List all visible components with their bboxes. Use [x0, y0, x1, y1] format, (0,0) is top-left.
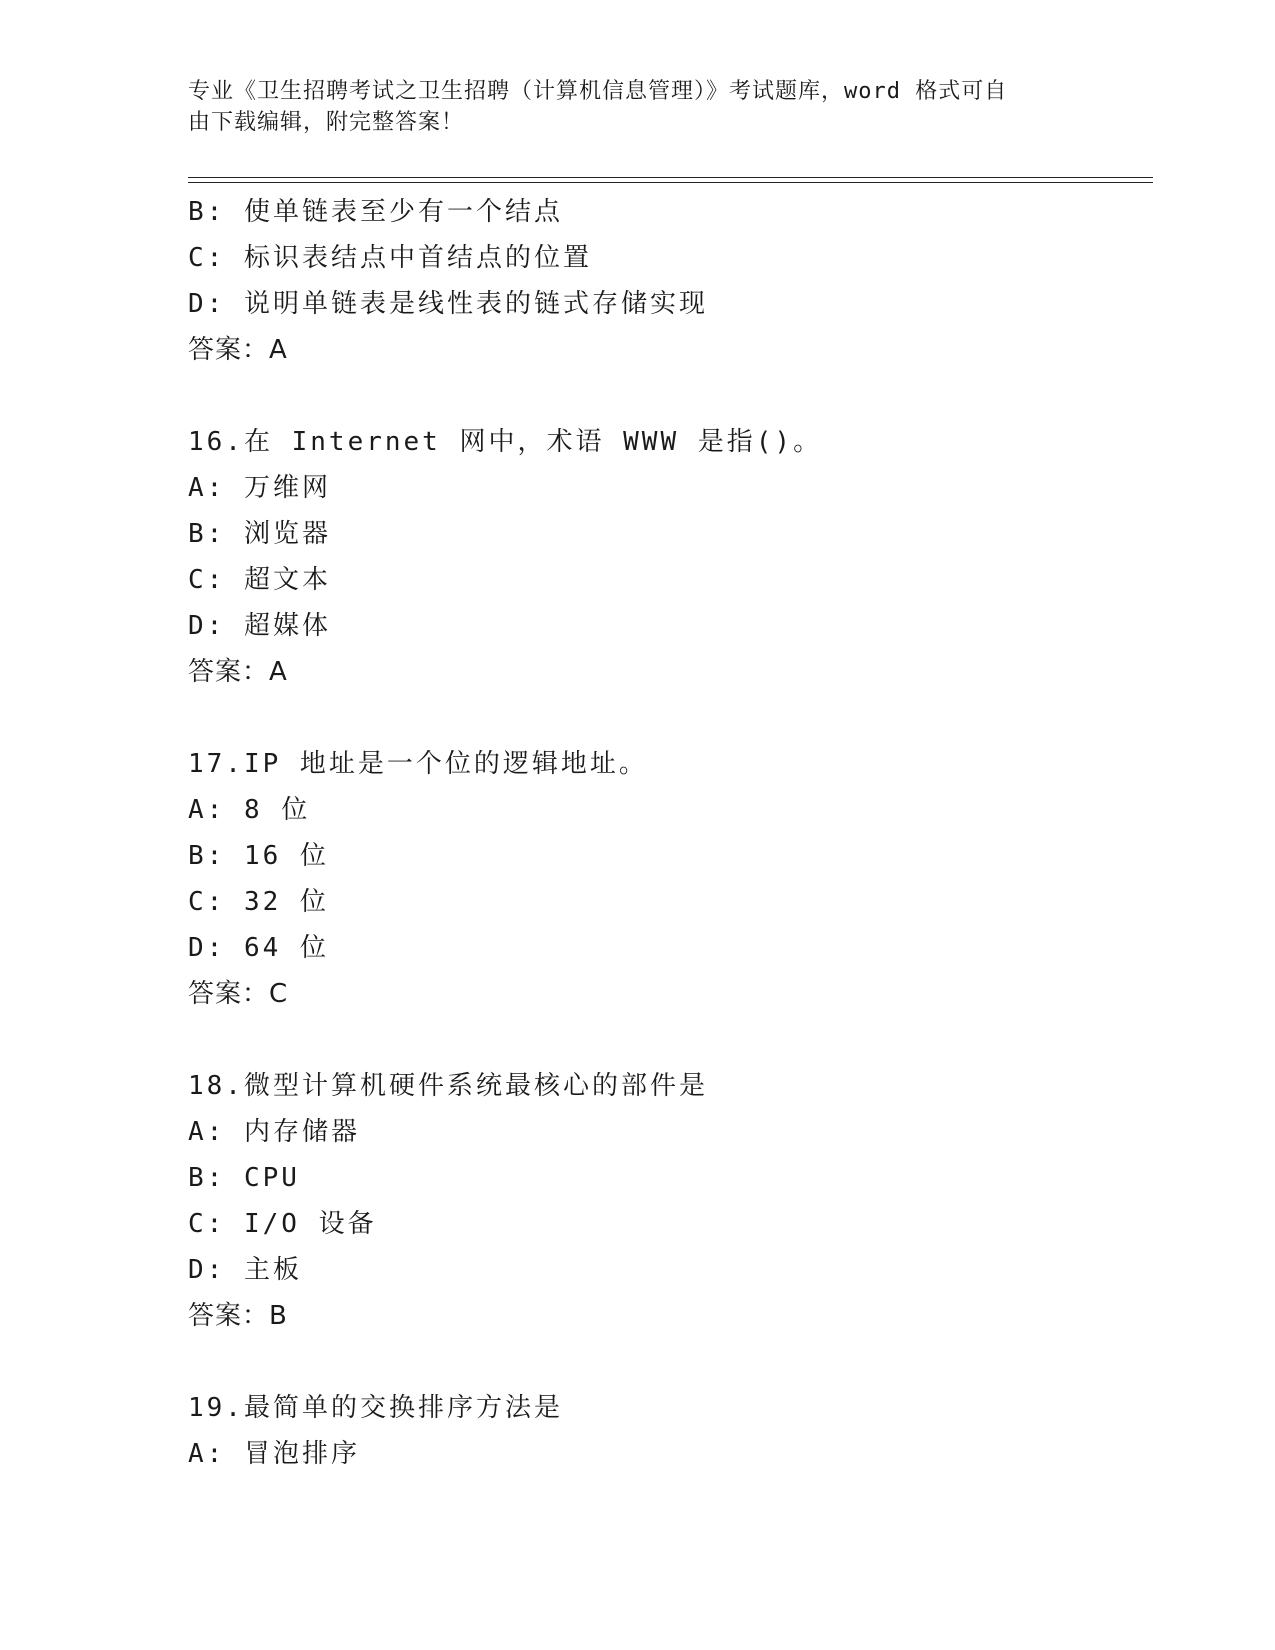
- option-b: B: 使单链表至少有一个结点: [188, 197, 563, 227]
- option-d: D: 64 位: [188, 933, 329, 963]
- answer-line: 答案：B: [188, 1301, 288, 1331]
- document-header: [188, 76, 1088, 138]
- spacer: [188, 695, 1148, 741]
- header-line-2: 由下载编辑，附完整答案！: [188, 110, 465, 135]
- option-a: A: 冒泡排序: [188, 1439, 360, 1469]
- question-block-19: [188, 1385, 1148, 1477]
- spacer: [188, 1339, 1148, 1385]
- answer-line: 答案：C: [188, 979, 289, 1009]
- header-line-1: 专业《卫生招聘考试之卫生招聘（计算机信息管理）》考试题库，word 格式可自: [188, 79, 1008, 104]
- answer-line: 答案：A: [188, 335, 288, 365]
- question-block-16: [188, 419, 1148, 695]
- question-block-17: [188, 741, 1148, 1017]
- option-a: A: 内存储器: [188, 1117, 360, 1147]
- option-c: C: 超文本: [188, 565, 331, 595]
- option-c: C: 标识表结点中首结点的位置: [188, 243, 592, 273]
- question-stem: 18.微型计算机硬件系统最核心的部件是: [188, 1071, 708, 1101]
- header-divider-top: [188, 177, 1153, 178]
- question-block-18: [188, 1063, 1148, 1339]
- question-stem: 19.最简单的交换排序方法是: [188, 1393, 563, 1423]
- spacer: [188, 373, 1148, 419]
- option-b: B: 浏览器: [188, 519, 331, 549]
- option-d: D: 主板: [188, 1255, 302, 1285]
- option-d: D: 超媒体: [188, 611, 331, 641]
- option-c: C: I/O 设备: [188, 1209, 377, 1239]
- option-b: B: 16 位: [188, 841, 329, 871]
- question-block-15-continued: [188, 189, 1148, 373]
- question-stem: 17.IP 地址是一个位的逻辑地址。: [188, 749, 648, 779]
- option-a: A: 8 位: [188, 795, 311, 825]
- option-a: A: 万维网: [188, 473, 331, 503]
- header-divider-bottom: [188, 182, 1153, 183]
- spacer: [188, 1017, 1148, 1063]
- option-d: D: 说明单链表是线性表的链式存储实现: [188, 289, 708, 319]
- answer-line: 答案：A: [188, 657, 288, 687]
- option-b: B: CPU: [188, 1163, 300, 1193]
- question-stem: 16.在 Internet 网中，术语 WWW 是指()。: [188, 427, 823, 457]
- option-c: C: 32 位: [188, 887, 329, 917]
- question-list: [188, 189, 1148, 1477]
